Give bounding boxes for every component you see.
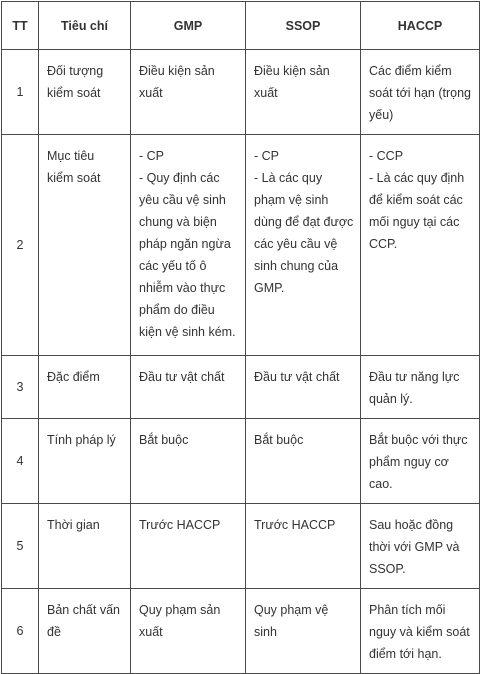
criterion-cell: Bản chất vấn đề	[39, 589, 131, 674]
table-row	[2, 135, 480, 356]
gmp-text: Bắt buộc	[139, 433, 189, 447]
table-row	[2, 589, 480, 674]
gmp-text: - CP	[139, 149, 164, 163]
haccp-text: Sau hoặc đồng thời với GMP và SSOP.	[369, 518, 460, 576]
ssop-text: Điều kiện sản xuất	[254, 64, 330, 100]
criterion-cell: Mục tiêu kiểm soát	[39, 135, 131, 356]
row-number: 2	[2, 135, 39, 356]
ssop-cell	[246, 589, 361, 674]
haccp-text: - CCP	[369, 149, 404, 163]
gmp-cell	[131, 356, 246, 419]
haccp-cell	[361, 356, 480, 419]
ssop-text: Bắt buộc	[254, 433, 304, 447]
ssop-cell	[246, 356, 361, 419]
header-haccp: HACCP	[361, 2, 480, 50]
ssop-text: - CP	[254, 149, 279, 163]
haccp-cell	[361, 504, 480, 589]
gmp-text: Điều kiện sản xuất	[139, 64, 215, 100]
row-number: 4	[2, 419, 39, 504]
ssop-cell	[246, 135, 361, 356]
haccp-text: - Là các quy định để kiểm soát các mối nguy tại các CCP.	[369, 171, 465, 251]
haccp-text: Đầu tư năng lực quản lý.	[369, 370, 460, 406]
gmp-text: - Quy định các yêu cầu vệ sinh chung và biện pháp ngăn ngừa các yếu tố ô nhiễm vào thực phẩm do điều kiện vệ sinh kém.	[139, 171, 236, 339]
criterion-cell: Tính pháp lý	[39, 419, 131, 504]
haccp-text: Các điểm kiểm soát tới hạn (trọng yếu)	[369, 64, 472, 122]
ssop-cell	[246, 504, 361, 589]
ssop-text: Đầu tư vật chất	[254, 370, 340, 384]
haccp-text: Phân tích mối nguy và kiểm soát điểm tới hạn.	[369, 603, 470, 661]
criterion-cell: Thời gian	[39, 504, 131, 589]
haccp-cell	[361, 50, 480, 135]
gmp-cell	[131, 504, 246, 589]
gmp-text: Quy phạm sản xuất	[139, 603, 221, 639]
haccp-cell	[361, 419, 480, 504]
header-criterion: Tiêu chí	[39, 2, 131, 50]
haccp-cell	[361, 589, 480, 674]
ssop-text: - Là các quy phạm vệ sinh dùng để đạt được các yêu cầu vệ sinh chung của GMP.	[254, 171, 354, 295]
ssop-text: Trước HACCP	[254, 518, 336, 532]
ssop-cell	[246, 50, 361, 135]
criterion-cell: Đặc điểm	[39, 356, 131, 419]
gmp-cell	[131, 419, 246, 504]
criterion-cell: Đối tượng kiểm soát	[39, 50, 131, 135]
header-tt: TT	[2, 2, 39, 50]
gmp-text: Trước HACCP	[139, 518, 221, 532]
header-ssop: SSOP	[246, 2, 361, 50]
ssop-cell	[246, 419, 361, 504]
gmp-cell	[131, 50, 246, 135]
header-row	[2, 2, 480, 50]
comparison-table	[1, 1, 480, 674]
gmp-text: Đầu tư vật chất	[139, 370, 225, 384]
row-number: 3	[2, 356, 39, 419]
table-row	[2, 50, 480, 135]
haccp-cell	[361, 135, 480, 356]
gmp-cell	[131, 135, 246, 356]
header-gmp: GMP	[131, 2, 246, 50]
row-number: 1	[2, 50, 39, 135]
gmp-cell	[131, 589, 246, 674]
table-row	[2, 504, 480, 589]
table-row	[2, 419, 480, 504]
ssop-text: Quy phạm vệ sinh	[254, 603, 329, 639]
row-number: 6	[2, 589, 39, 674]
haccp-text: Bắt buộc với thực phẩm nguy cơ cao.	[369, 433, 468, 491]
table-row	[2, 356, 480, 419]
row-number: 5	[2, 504, 39, 589]
